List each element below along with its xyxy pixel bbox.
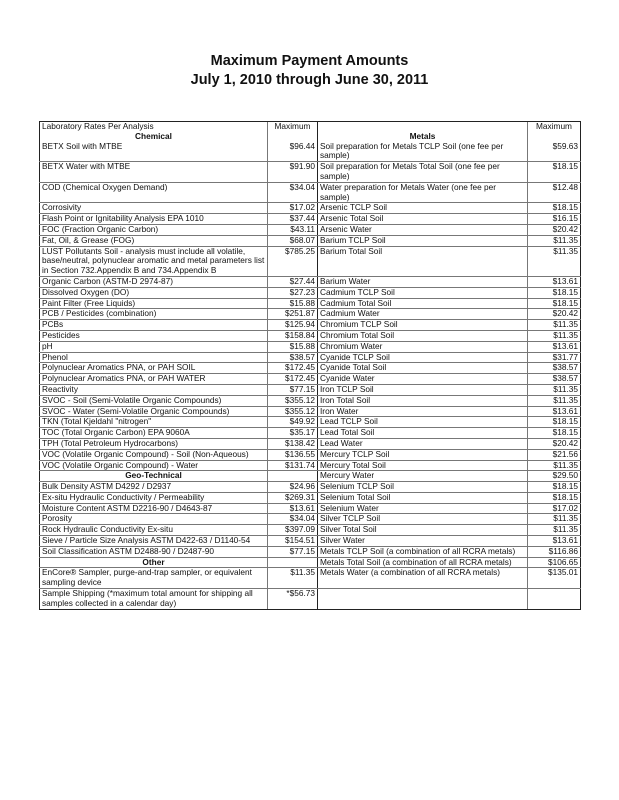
- metals-analysis-name: Barium Total Soil: [318, 246, 528, 276]
- metals-max-amount: $18.15: [528, 287, 581, 298]
- metals-analysis-name: Soil preparation for Metals TCLP Soil (one fee per sample): [318, 142, 528, 162]
- chemical-max-amount: $125.94: [268, 320, 318, 331]
- chemical-analysis-name: Polynuclear Aromatics PNA, or PAH SOIL: [40, 363, 268, 374]
- table-row: [40, 536, 581, 547]
- metals-max-amount: $13.61: [528, 276, 581, 287]
- chemical-analysis-name: COD (Chemical Oxygen Demand): [40, 182, 268, 203]
- chemical-max-amount: $172.45: [268, 374, 318, 385]
- chemical-max-amount: $251.87: [268, 309, 318, 320]
- table-row: [40, 224, 581, 235]
- metals-max-amount: $11.35: [528, 330, 581, 341]
- table-row: [40, 449, 581, 460]
- metals-max-amount: $11.35: [528, 384, 581, 395]
- metals-max-amount: $18.15: [528, 482, 581, 493]
- table-row: [40, 352, 581, 363]
- table-header-row: [40, 122, 581, 142]
- section-chemical-label: Chemical: [135, 130, 172, 141]
- metals-analysis-name: Cadmium Water: [318, 309, 528, 320]
- geotechnical-max-amount: $24.96: [268, 482, 318, 493]
- metals-analysis-name: Arsenic TCLP Soil: [318, 203, 528, 214]
- metals-analysis-name: Selenium Water: [318, 503, 528, 514]
- table-row: [40, 287, 581, 298]
- table-row: [40, 546, 581, 557]
- metals-max-amount: $59.63: [528, 142, 581, 162]
- metals-max-amount: $13.61: [528, 406, 581, 417]
- chemical-analysis-name: BETX Water with MTBE: [40, 162, 268, 183]
- table-row: [40, 276, 581, 287]
- header-max-left-label: Maximum: [274, 121, 311, 131]
- table-row: [40, 568, 581, 589]
- chemical-max-amount: $131.74: [268, 460, 318, 471]
- metals-analysis-name: Silver TCLP Soil: [318, 514, 528, 525]
- metals-analysis-name: Silver Water: [318, 536, 528, 547]
- chemical-analysis-name: VOC (Volatile Organic Compound) - Soil (Non-Aqueous): [40, 449, 268, 460]
- chemical-analysis-name: SVOC - Soil (Semi-Volatile Organic Compounds): [40, 395, 268, 406]
- metals-max-amount: $13.61: [528, 536, 581, 547]
- rate-table-body: [40, 122, 581, 610]
- geotechnical-max-amount: $397.09: [268, 525, 318, 536]
- metals-analysis-name: Cyanide Water: [318, 374, 528, 385]
- table-row: [40, 320, 581, 331]
- metals-analysis-name: Iron Total Soil: [318, 395, 528, 406]
- metals-analysis-name: Cyanide Total Soil: [318, 363, 528, 374]
- table-row: [40, 589, 581, 610]
- chemical-max-amount: $15.88: [268, 298, 318, 309]
- table-row: [40, 246, 581, 276]
- metals-max-amount: $38.57: [528, 374, 581, 385]
- section-other-label: Other: [40, 557, 268, 568]
- table-row: [40, 525, 581, 536]
- section-geotechnical-label: Geo-Technical: [40, 471, 268, 482]
- metals-max-amount: $11.35: [528, 514, 581, 525]
- chemical-analysis-name: TOC (Total Organic Carbon) EPA 9060A: [40, 428, 268, 439]
- metals-max-amount: $18.15: [528, 492, 581, 503]
- table-row: [40, 492, 581, 503]
- chemical-analysis-name: Organic Carbon (ASTM-D 2974-87): [40, 276, 268, 287]
- chemical-analysis-name: Corrosivity: [40, 203, 268, 214]
- metals-max-amount: $29.50: [528, 471, 581, 482]
- chemical-max-amount: $785.25: [268, 246, 318, 276]
- metals-analysis-name: [318, 589, 528, 610]
- chemical-analysis-name: Polynuclear Aromatics PNA, or PAH WATER: [40, 374, 268, 385]
- chemical-max-amount: $77.15: [268, 384, 318, 395]
- geotechnical-analysis-name: Moisture Content ASTM D2216-90 / D4643-87: [40, 503, 268, 514]
- geotechnical-analysis-name: Soil Classification ASTM D2488-90 / D2487-90: [40, 546, 268, 557]
- title-line-1: Maximum Payment Amounts: [210, 53, 409, 69]
- metals-analysis-name: Chromium Total Soil: [318, 330, 528, 341]
- other-analysis-name: EnCore® Sampler, purge-and-trap sampler, or equivalent sampling device: [40, 568, 268, 589]
- table-row: [40, 330, 581, 341]
- metals-max-amount: $21.56: [528, 449, 581, 460]
- metals-analysis-name: Barium TCLP Soil: [318, 235, 528, 246]
- chemical-max-amount: $34.04: [268, 182, 318, 203]
- metals-max-amount: $116.86: [528, 546, 581, 557]
- metals-max-amount: $38.57: [528, 363, 581, 374]
- metals-analysis-name: Cyanide TCLP Soil: [318, 352, 528, 363]
- chemical-max-amount: $136.55: [268, 449, 318, 460]
- chemical-max-amount: $96.44: [268, 142, 318, 162]
- other-max-amount: *$56.73: [268, 589, 318, 610]
- table-row: [40, 428, 581, 439]
- geotechnical-analysis-name: Sieve / Particle Size Analysis ASTM D422-63 / D1140-54: [40, 536, 268, 547]
- chemical-analysis-name: TKN (Total Kjeldahl "nitrogen": [40, 417, 268, 428]
- metals-max-amount: $13.61: [528, 341, 581, 352]
- table-row: [40, 341, 581, 352]
- geotechnical-analysis-name: Porosity: [40, 514, 268, 525]
- chemical-max-amount: $138.42: [268, 438, 318, 449]
- metals-analysis-name: Cadmium TCLP Soil: [318, 287, 528, 298]
- table-row: [40, 142, 581, 162]
- metals-max-amount: $18.15: [528, 417, 581, 428]
- metals-analysis-name: Chromium Water: [318, 341, 528, 352]
- header-max-right-label: Maximum: [536, 121, 572, 131]
- chemical-analysis-name: Fat, Oil, & Grease (FOG): [40, 235, 268, 246]
- metals-max-amount: $31.77: [528, 352, 581, 363]
- chemical-max-amount: $68.07: [268, 235, 318, 246]
- metals-max-amount: $18.15: [528, 203, 581, 214]
- metals-analysis-name: Iron TCLP Soil: [318, 384, 528, 395]
- title-line-2: July 1, 2010 through June 30, 2011: [190, 72, 429, 88]
- metals-analysis-name: Cadmium Total Soil: [318, 298, 528, 309]
- chemical-max-amount: $172.45: [268, 363, 318, 374]
- metals-max-amount: $135.01: [528, 568, 581, 589]
- metals-analysis-name: Metals Total Soil (a combination of all RCRA metals): [318, 557, 528, 568]
- metals-max-amount: $11.35: [528, 246, 581, 276]
- chemical-analysis-name: LUST Pollutants Soil - analysis must include all volatile, base/neutral, polynuclear aromatic and metal parameters list in Section 732.Appendix B and 734.Appendix B: [40, 246, 268, 276]
- header-max-right-cell: [528, 122, 581, 142]
- metals-max-amount: $11.35: [528, 320, 581, 331]
- metals-analysis-name: Soil preparation for Metals Total Soil (one fee per sample): [318, 162, 528, 183]
- chemical-max-amount: $27.44: [268, 276, 318, 287]
- chemical-max-amount: $27.23: [268, 287, 318, 298]
- header-max-left-cell: [268, 122, 318, 142]
- metals-analysis-name: Silver Total Soil: [318, 525, 528, 536]
- chemical-analysis-name: Dissolved Oxygen (DO): [40, 287, 268, 298]
- metals-max-amount: $11.35: [528, 525, 581, 536]
- other-analysis-name: Sample Shipping (*maximum total amount for shipping all samples collected in a calendar day): [40, 589, 268, 610]
- chemical-analysis-name: FOC (Fraction Organic Carbon): [40, 224, 268, 235]
- metals-analysis-name: Metals TCLP Soil (a combination of all RCRA metals): [318, 546, 528, 557]
- table-row: [40, 162, 581, 183]
- chemical-analysis-name: Pesticides: [40, 330, 268, 341]
- table-row: [40, 309, 581, 320]
- geotechnical-max-amount: $77.15: [268, 546, 318, 557]
- metals-max-amount: [528, 589, 581, 610]
- chemical-analysis-name: TPH (Total Petroleum Hydrocarbons): [40, 438, 268, 449]
- metals-max-amount: $20.42: [528, 224, 581, 235]
- section-metals-label: Metals: [409, 130, 436, 141]
- metals-analysis-name: Barium Water: [318, 276, 528, 287]
- chemical-max-amount: $49.92: [268, 417, 318, 428]
- metals-analysis-name: Mercury TCLP Soil: [318, 449, 528, 460]
- geotechnical-analysis-name: Rock Hydraulic Conductivity Ex-situ: [40, 525, 268, 536]
- metals-max-amount: $106.65: [528, 557, 581, 568]
- metals-max-amount: $18.15: [528, 428, 581, 439]
- metals-max-amount: $20.42: [528, 438, 581, 449]
- chemical-analysis-name: Phenol: [40, 352, 268, 363]
- metals-max-amount: $11.35: [528, 235, 581, 246]
- metals-analysis-name: Arsenic Total Soil: [318, 214, 528, 225]
- table-row: [40, 298, 581, 309]
- table-row: [40, 235, 581, 246]
- metals-analysis-name: Chromium TCLP Soil: [318, 320, 528, 331]
- header-left-label: Laboratory Rates Per Analysis: [42, 121, 154, 131]
- metals-max-amount: $11.35: [528, 460, 581, 471]
- metals-max-amount: $18.15: [528, 162, 581, 183]
- table-row: [40, 438, 581, 449]
- chemical-analysis-name: PCB / Pesticides (combination): [40, 309, 268, 320]
- table-row: [40, 384, 581, 395]
- rate-table: [39, 121, 581, 610]
- metals-max-amount: $16.15: [528, 214, 581, 225]
- metals-max-amount: $17.02: [528, 503, 581, 514]
- table-row: [40, 417, 581, 428]
- empty-cell: [268, 557, 318, 568]
- metals-analysis-name: Lead TCLP Soil: [318, 417, 528, 428]
- chemical-analysis-name: PCBs: [40, 320, 268, 331]
- geotechnical-analysis-name: Ex-situ Hydraulic Conductivity / Permeability: [40, 492, 268, 503]
- table-row: [40, 374, 581, 385]
- metals-analysis-name: Mercury Water: [318, 471, 528, 482]
- chemical-max-amount: $43.11: [268, 224, 318, 235]
- table-row: [40, 363, 581, 374]
- metals-max-amount: $11.35: [528, 395, 581, 406]
- table-row: [40, 203, 581, 214]
- geotechnical-analysis-name: Bulk Density ASTM D4292 / D2937: [40, 482, 268, 493]
- chemical-analysis-name: VOC (Volatile Organic Compound) - Water: [40, 460, 268, 471]
- table-row: [40, 460, 581, 471]
- chemical-max-amount: $158.84: [268, 330, 318, 341]
- chemical-analysis-name: BETX Soil with MTBE: [40, 142, 268, 162]
- metals-analysis-name: Mercury Total Soil: [318, 460, 528, 471]
- chemical-max-amount: $355.12: [268, 395, 318, 406]
- metals-analysis-name: Lead Water: [318, 438, 528, 449]
- other-max-amount: $11.35: [268, 568, 318, 589]
- geotechnical-max-amount: $13.61: [268, 503, 318, 514]
- metals-analysis-name: Lead Total Soil: [318, 428, 528, 439]
- metals-analysis-name: Water preparation for Metals Water (one fee per sample): [318, 182, 528, 203]
- geotechnical-max-amount: $34.04: [268, 514, 318, 525]
- metals-analysis-name: Selenium Total Soil: [318, 492, 528, 503]
- chemical-analysis-name: Reactivity: [40, 384, 268, 395]
- document-title: [0, 52, 619, 90]
- section-row: [40, 471, 581, 482]
- metals-max-amount: $18.15: [528, 298, 581, 309]
- chemical-max-amount: $17.02: [268, 203, 318, 214]
- chemical-max-amount: $91.90: [268, 162, 318, 183]
- empty-cell: [268, 471, 318, 482]
- geotechnical-max-amount: $269.31: [268, 492, 318, 503]
- metals-analysis-name: Iron Water: [318, 406, 528, 417]
- section-row: [40, 557, 581, 568]
- chemical-max-amount: $37.44: [268, 214, 318, 225]
- chemical-analysis-name: Flash Point or Ignitability Analysis EPA 1010: [40, 214, 268, 225]
- chemical-analysis-name: SVOC - Water (Semi-Volatile Organic Compounds): [40, 406, 268, 417]
- header-cell-left: [40, 122, 268, 142]
- chemical-max-amount: $15.88: [268, 341, 318, 352]
- chemical-max-amount: $38.57: [268, 352, 318, 363]
- table-row: [40, 214, 581, 225]
- table-row: [40, 395, 581, 406]
- metals-analysis-name: Metals Water (a combination of all RCRA metals): [318, 568, 528, 589]
- chemical-max-amount: $355.12: [268, 406, 318, 417]
- metals-max-amount: $12.48: [528, 182, 581, 203]
- metals-analysis-name: Selenium TCLP Soil: [318, 482, 528, 493]
- chemical-analysis-name: pH: [40, 341, 268, 352]
- chemical-analysis-name: Paint Filter (Free Liquids): [40, 298, 268, 309]
- table-row: [40, 514, 581, 525]
- metals-max-amount: $20.42: [528, 309, 581, 320]
- metals-analysis-name: Arsenic Water: [318, 224, 528, 235]
- chemical-max-amount: $35.17: [268, 428, 318, 439]
- table-row: [40, 482, 581, 493]
- table-row: [40, 406, 581, 417]
- geotechnical-max-amount: $154.51: [268, 536, 318, 547]
- table-row: [40, 182, 581, 203]
- table-row: [40, 503, 581, 514]
- header-cell-right: [318, 122, 528, 142]
